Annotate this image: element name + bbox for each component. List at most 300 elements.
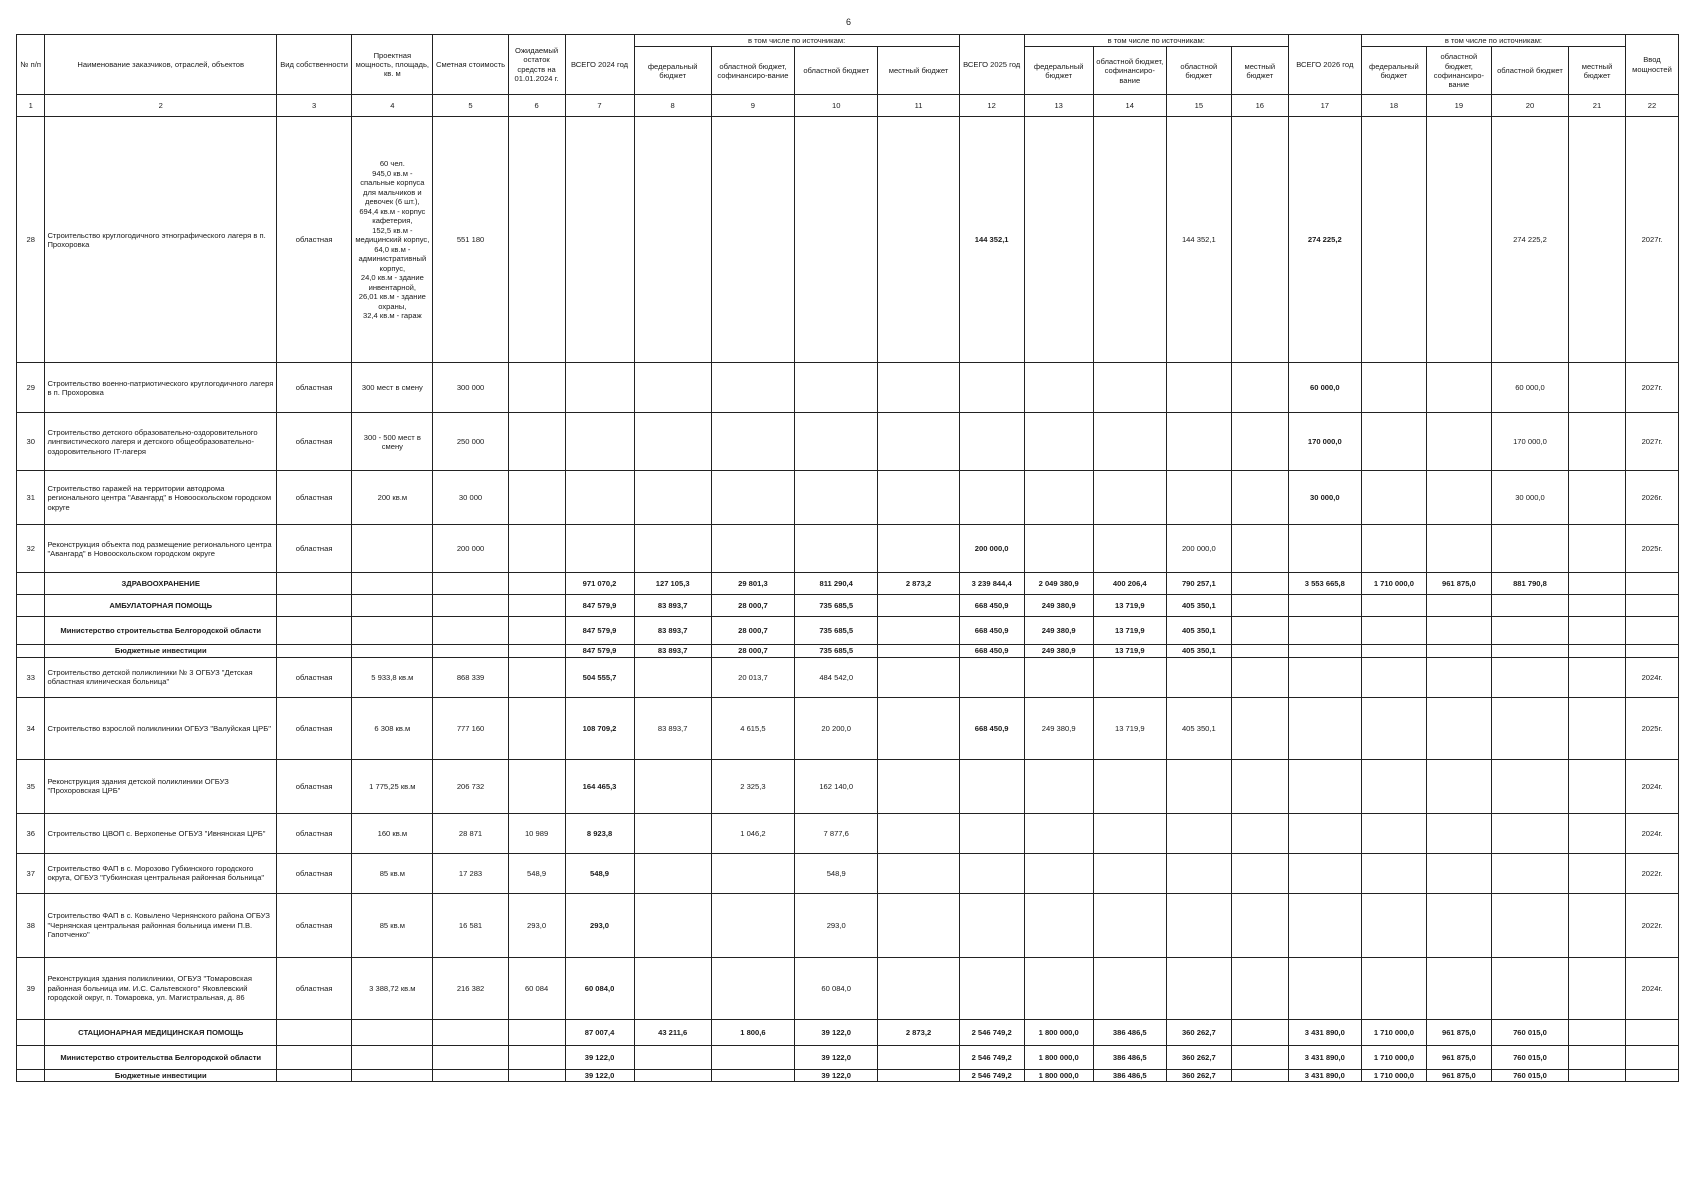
cell-f26 <box>1361 813 1426 853</box>
cell-r26 <box>1491 697 1568 759</box>
header-remaining: Ожидаемый остаток средств на 01.01.2024 г. <box>508 35 565 95</box>
column-number: 19 <box>1426 95 1491 117</box>
cell-t26 <box>1288 525 1361 573</box>
cell-co25 <box>1093 363 1166 413</box>
cell-co25 <box>1093 471 1166 525</box>
cell-f24 <box>634 657 711 697</box>
table-row <box>17 813 1679 853</box>
cell-co25: 13 719,9 <box>1093 697 1166 759</box>
cell-f25: 1 800 000,0 <box>1024 1045 1093 1069</box>
cell-f25 <box>1024 471 1093 525</box>
cell-rem <box>508 471 565 525</box>
cell-co24 <box>711 893 794 957</box>
cell-t26 <box>1288 595 1361 617</box>
cell-r26 <box>1491 893 1568 957</box>
cell-l24 <box>878 957 959 1019</box>
cell-n: 30 <box>17 413 45 471</box>
cell-cap <box>352 645 433 657</box>
cell-l24 <box>878 617 959 645</box>
cell-l25 <box>1231 957 1288 1019</box>
cell-n: 33 <box>17 657 45 697</box>
cell-est: 206 732 <box>433 759 508 813</box>
cell-f25: 249 380,9 <box>1024 645 1093 657</box>
cell-f24 <box>634 525 711 573</box>
section-row <box>17 617 1679 645</box>
cell-rem <box>508 1069 565 1081</box>
cell-t25 <box>959 759 1024 813</box>
cell-own: областная <box>277 525 352 573</box>
cell-t24: 164 465,3 <box>565 759 634 813</box>
cell-t25 <box>959 657 1024 697</box>
cell-name: АМБУЛАТОРНАЯ ПОМОЩЬ <box>45 595 277 617</box>
cell-r24 <box>795 413 878 471</box>
cell-l25 <box>1231 759 1288 813</box>
cell-r26: 760 015,0 <box>1491 1045 1568 1069</box>
cell-t26 <box>1288 957 1361 1019</box>
cell-rem: 10 989 <box>508 813 565 853</box>
table-row <box>17 413 1679 471</box>
cell-cap <box>352 1019 433 1045</box>
header-ownership: Вид собственности <box>277 35 352 95</box>
cell-rem <box>508 413 565 471</box>
cell-r25 <box>1166 957 1231 1019</box>
cell-cap: 6 308 кв.м <box>352 697 433 759</box>
cell-co26 <box>1426 957 1491 1019</box>
cell-own: областная <box>277 117 352 363</box>
table-row <box>17 657 1679 697</box>
cell-rem <box>508 697 565 759</box>
cell-l25 <box>1231 573 1288 595</box>
cell-l25 <box>1231 117 1288 363</box>
cell-co24 <box>711 1069 794 1081</box>
cell-l24 <box>878 759 959 813</box>
cell-co24: 28 000,7 <box>711 595 794 617</box>
cell-f25: 1 800 000,0 <box>1024 1019 1093 1045</box>
column-number: 12 <box>959 95 1024 117</box>
column-number: 20 <box>1491 95 1568 117</box>
cell-r26 <box>1491 853 1568 893</box>
table-row <box>17 893 1679 957</box>
cell-n: 38 <box>17 893 45 957</box>
cell-n <box>17 1019 45 1045</box>
cell-n: 36 <box>17 813 45 853</box>
cell-t24: 60 084,0 <box>565 957 634 1019</box>
column-number: 22 <box>1625 95 1678 117</box>
cell-own <box>277 645 352 657</box>
cell-t24: 108 709,2 <box>565 697 634 759</box>
cell-est <box>433 1045 508 1069</box>
cell-f25 <box>1024 413 1093 471</box>
cell-own: областная <box>277 893 352 957</box>
cell-t25 <box>959 957 1024 1019</box>
cell-name: Бюджетные инвестиции <box>45 1069 277 1081</box>
cell-co26 <box>1426 759 1491 813</box>
column-number: 14 <box>1093 95 1166 117</box>
table-row <box>17 471 1679 525</box>
cell-co25 <box>1093 813 1166 853</box>
cell-t24: 847 579,9 <box>565 645 634 657</box>
cell-t26 <box>1288 853 1361 893</box>
cell-t25: 200 000,0 <box>959 525 1024 573</box>
cell-co25 <box>1093 853 1166 893</box>
cell-f26 <box>1361 363 1426 413</box>
cell-f24: 83 893,7 <box>634 645 711 657</box>
cell-rem <box>508 657 565 697</box>
table-row <box>17 853 1679 893</box>
cell-co25 <box>1093 759 1166 813</box>
cell-r24: 7 877,6 <box>795 813 878 853</box>
header-regional-2025: областной бюджет <box>1166 47 1231 95</box>
cell-t25: 668 450,9 <box>959 697 1024 759</box>
cell-rem <box>508 117 565 363</box>
cell-f26: 1 710 000,0 <box>1361 573 1426 595</box>
cell-r24: 548,9 <box>795 853 878 893</box>
cell-co24 <box>711 853 794 893</box>
cell-l25 <box>1231 813 1288 853</box>
cell-t25 <box>959 893 1024 957</box>
cell-co25 <box>1093 413 1166 471</box>
cell-l24 <box>878 853 959 893</box>
cell-l25 <box>1231 1069 1288 1081</box>
table-row <box>17 117 1679 363</box>
header-sources-2024: в том числе по источникам: <box>634 35 959 47</box>
investment-table <box>16 34 1679 1082</box>
cell-est: 28 871 <box>433 813 508 853</box>
header-commission: Ввод мощностей <box>1625 35 1678 95</box>
cell-co24: 2 325,3 <box>711 759 794 813</box>
cell-own: областная <box>277 813 352 853</box>
cell-r24: 20 200,0 <box>795 697 878 759</box>
cell-co24: 4 615,5 <box>711 697 794 759</box>
cell-f26 <box>1361 853 1426 893</box>
cell-t26 <box>1288 645 1361 657</box>
cell-co26 <box>1426 413 1491 471</box>
cell-t25 <box>959 471 1024 525</box>
cell-own <box>277 1069 352 1081</box>
cell-r24 <box>795 363 878 413</box>
cell-l26 <box>1569 657 1626 697</box>
cell-t25: 2 546 749,2 <box>959 1045 1024 1069</box>
cell-f25: 1 800 000,0 <box>1024 1069 1093 1081</box>
cell-co26 <box>1426 595 1491 617</box>
cell-est: 777 160 <box>433 697 508 759</box>
cell-year: 2027г. <box>1625 413 1678 471</box>
cell-t24: 847 579,9 <box>565 595 634 617</box>
cell-own: областная <box>277 413 352 471</box>
cell-name: Строительство гаражей на территории автодрома регионального центра "Авангард" в Новооскольском городском округе <box>45 471 277 525</box>
cell-l24 <box>878 117 959 363</box>
cell-l25 <box>1231 363 1288 413</box>
column-number: 4 <box>352 95 433 117</box>
cell-r26 <box>1491 813 1568 853</box>
header-capacity: Проектная мощность, площадь, кв. м <box>352 35 433 95</box>
column-number: 7 <box>565 95 634 117</box>
cell-r25: 405 350,1 <box>1166 697 1231 759</box>
cell-co24: 1 800,6 <box>711 1019 794 1045</box>
cell-r25 <box>1166 853 1231 893</box>
header-cofin-2025: областной бюджет, софинансиро-вание <box>1093 47 1166 95</box>
column-number: 10 <box>795 95 878 117</box>
cell-r25 <box>1166 813 1231 853</box>
cell-l26 <box>1569 617 1626 645</box>
cell-r25 <box>1166 413 1231 471</box>
cell-t24: 293,0 <box>565 893 634 957</box>
cell-t25: 3 239 844,4 <box>959 573 1024 595</box>
cell-t26 <box>1288 759 1361 813</box>
cell-cap: 300 мест в смену <box>352 363 433 413</box>
cell-co24: 28 000,7 <box>711 617 794 645</box>
cell-f25: 2 049 380,9 <box>1024 573 1093 595</box>
cell-l24 <box>878 471 959 525</box>
cell-f24: 83 893,7 <box>634 697 711 759</box>
section-row <box>17 645 1679 657</box>
cell-f24 <box>634 117 711 363</box>
header-total-2026: ВСЕГО 2026 год <box>1288 35 1361 95</box>
cell-l24 <box>878 363 959 413</box>
cell-cap: 60 чел. 945,0 кв.м - спальные корпуса для мальчиков и девочек (6 шт.), 694,4 кв.м - корпус кафетерия, 152,5 кв.м - медицинский корпус, 64,0 кв.м - административный корпус, 24,0 кв.м - здание инвентарной, 26,01 кв.м - здание охраны, 32,4 кв.м - гараж <box>352 117 433 363</box>
cell-name: Строительство ЦВОП с. Верхопенье ОГБУЗ "Ивнянская ЦРБ" <box>45 813 277 853</box>
cell-r25 <box>1166 471 1231 525</box>
cell-co26 <box>1426 893 1491 957</box>
cell-t24 <box>565 117 634 363</box>
cell-r25 <box>1166 657 1231 697</box>
cell-co25 <box>1093 657 1166 697</box>
cell-n: 32 <box>17 525 45 573</box>
cell-year <box>1625 1019 1678 1045</box>
cell-t24: 39 122,0 <box>565 1045 634 1069</box>
column-number: 11 <box>878 95 959 117</box>
cell-t24 <box>565 413 634 471</box>
cell-l26 <box>1569 471 1626 525</box>
cell-f25: 249 380,9 <box>1024 697 1093 759</box>
cell-f25 <box>1024 117 1093 363</box>
cell-co26 <box>1426 117 1491 363</box>
cell-n <box>17 573 45 595</box>
cell-f26 <box>1361 645 1426 657</box>
cell-r24: 39 122,0 <box>795 1019 878 1045</box>
cell-co25: 400 206,4 <box>1093 573 1166 595</box>
cell-co24: 28 000,7 <box>711 645 794 657</box>
cell-own: областная <box>277 657 352 697</box>
table-body <box>17 117 1679 1082</box>
cell-co26 <box>1426 617 1491 645</box>
cell-r24: 293,0 <box>795 893 878 957</box>
cell-r24 <box>795 525 878 573</box>
cell-co26: 961 875,0 <box>1426 1069 1491 1081</box>
cell-co24 <box>711 1045 794 1069</box>
cell-r25: 144 352,1 <box>1166 117 1231 363</box>
cell-l25 <box>1231 525 1288 573</box>
cell-t25 <box>959 363 1024 413</box>
cell-rem <box>508 1019 565 1045</box>
cell-l24 <box>878 893 959 957</box>
cell-f24 <box>634 853 711 893</box>
cell-r26 <box>1491 657 1568 697</box>
cell-f26 <box>1361 893 1426 957</box>
cell-cap <box>352 617 433 645</box>
cell-t24: 971 070,2 <box>565 573 634 595</box>
cell-co24 <box>711 117 794 363</box>
cell-year: 2026г. <box>1625 471 1678 525</box>
header-name: Наименование заказчиков, отраслей, объектов <box>45 35 277 95</box>
cell-name: Реконструкция здания поликлиники, ОГБУЗ "Томаровская районная больница им. И.С. Сальтевского" Яковлевский городской округ, п. Томаровка, ул. Магистральная, д. 86 <box>45 957 277 1019</box>
header-regional-2026: областной бюджет <box>1491 47 1568 95</box>
column-number: 21 <box>1569 95 1626 117</box>
cell-r26: 170 000,0 <box>1491 413 1568 471</box>
cell-co26: 961 875,0 <box>1426 1045 1491 1069</box>
cell-t26: 3 553 665,8 <box>1288 573 1361 595</box>
cell-name: Строительство военно-патриотического круглогодичного лагеря в п. Прохоровка <box>45 363 277 413</box>
cell-year <box>1625 617 1678 645</box>
cell-f24 <box>634 413 711 471</box>
cell-co24 <box>711 363 794 413</box>
header-total-2025: ВСЕГО 2025 год <box>959 35 1024 95</box>
cell-r26 <box>1491 595 1568 617</box>
cell-year: 2024г. <box>1625 657 1678 697</box>
cell-own <box>277 1045 352 1069</box>
cell-co26: 961 875,0 <box>1426 1019 1491 1045</box>
cell-rem <box>508 573 565 595</box>
cell-r24 <box>795 471 878 525</box>
cell-rem: 548,9 <box>508 853 565 893</box>
cell-t26: 274 225,2 <box>1288 117 1361 363</box>
header-no: № п/п <box>17 35 45 95</box>
cell-l25 <box>1231 893 1288 957</box>
cell-t24: 504 555,7 <box>565 657 634 697</box>
cell-l26 <box>1569 645 1626 657</box>
cell-f24 <box>634 957 711 1019</box>
cell-r24: 484 542,0 <box>795 657 878 697</box>
cell-r24: 735 685,5 <box>795 617 878 645</box>
cell-est <box>433 573 508 595</box>
cell-l25 <box>1231 645 1288 657</box>
section-row <box>17 1069 1679 1081</box>
cell-name: Бюджетные инвестиции <box>45 645 277 657</box>
cell-est: 300 000 <box>433 363 508 413</box>
cell-rem <box>508 363 565 413</box>
cell-l25 <box>1231 657 1288 697</box>
cell-r25: 200 000,0 <box>1166 525 1231 573</box>
cell-f26: 1 710 000,0 <box>1361 1045 1426 1069</box>
cell-rem <box>508 525 565 573</box>
cell-name: Министерство строительства Белгородской области <box>45 1045 277 1069</box>
header-estimate: Сметная стоимость <box>433 35 508 95</box>
column-numbers-row <box>17 95 1679 117</box>
cell-f25 <box>1024 853 1093 893</box>
cell-est <box>433 595 508 617</box>
cell-rem <box>508 759 565 813</box>
cell-r26: 274 225,2 <box>1491 117 1568 363</box>
header-total-2024: ВСЕГО 2024 год <box>565 35 634 95</box>
cell-own: областная <box>277 363 352 413</box>
cell-t24: 847 579,9 <box>565 617 634 645</box>
header-sources-2026: в том числе по источникам: <box>1361 35 1625 47</box>
cell-t25: 668 450,9 <box>959 645 1024 657</box>
table-row <box>17 697 1679 759</box>
cell-n: 39 <box>17 957 45 1019</box>
cell-year: 2025г. <box>1625 697 1678 759</box>
cell-year <box>1625 1045 1678 1069</box>
cell-f26 <box>1361 413 1426 471</box>
cell-r25 <box>1166 363 1231 413</box>
cell-co24 <box>711 471 794 525</box>
cell-co25 <box>1093 893 1166 957</box>
cell-t25 <box>959 813 1024 853</box>
cell-f26 <box>1361 617 1426 645</box>
cell-r26 <box>1491 645 1568 657</box>
cell-est: 30 000 <box>433 471 508 525</box>
cell-l25 <box>1231 617 1288 645</box>
cell-name: Строительство детской поликлиники № 3 ОГБУЗ "Детская областная клиническая больница" <box>45 657 277 697</box>
cell-co24 <box>711 957 794 1019</box>
cell-f26: 1 710 000,0 <box>1361 1019 1426 1045</box>
cell-name: Строительство детского образовательно-оздоровительного лингвистического лагеря и детского общеобразовательно-оздоровительного IT-лагеря <box>45 413 277 471</box>
cell-r25: 360 262,7 <box>1166 1045 1231 1069</box>
cell-co26 <box>1426 657 1491 697</box>
cell-cap: 85 кв.м <box>352 853 433 893</box>
cell-t26: 60 000,0 <box>1288 363 1361 413</box>
cell-co24 <box>711 413 794 471</box>
cell-r25: 790 257,1 <box>1166 573 1231 595</box>
cell-l25 <box>1231 413 1288 471</box>
cell-n <box>17 1069 45 1081</box>
cell-t24: 87 007,4 <box>565 1019 634 1045</box>
cell-own: областная <box>277 471 352 525</box>
cell-l26 <box>1569 1045 1626 1069</box>
header-sources-2025: в том числе по источникам: <box>1024 35 1288 47</box>
cell-f24 <box>634 1069 711 1081</box>
section-row <box>17 1019 1679 1045</box>
cell-r26 <box>1491 525 1568 573</box>
cell-t25: 144 352,1 <box>959 117 1024 363</box>
cell-f26 <box>1361 657 1426 697</box>
cell-f26 <box>1361 595 1426 617</box>
cell-year <box>1625 595 1678 617</box>
cell-est <box>433 617 508 645</box>
cell-t26 <box>1288 697 1361 759</box>
cell-t26: 170 000,0 <box>1288 413 1361 471</box>
cell-r24: 60 084,0 <box>795 957 878 1019</box>
cell-l25 <box>1231 1045 1288 1069</box>
cell-r25: 405 350,1 <box>1166 645 1231 657</box>
cell-est <box>433 1019 508 1045</box>
cell-f26 <box>1361 697 1426 759</box>
cell-r26: 30 000,0 <box>1491 471 1568 525</box>
cell-l25 <box>1231 853 1288 893</box>
cell-co26 <box>1426 471 1491 525</box>
section-row <box>17 1045 1679 1069</box>
cell-l24 <box>878 697 959 759</box>
cell-own: областная <box>277 853 352 893</box>
cell-year: 2027г. <box>1625 117 1678 363</box>
section-row <box>17 595 1679 617</box>
cell-l24: 2 873,2 <box>878 573 959 595</box>
cell-co26 <box>1426 525 1491 573</box>
column-number: 3 <box>277 95 352 117</box>
cell-r26: 881 790,8 <box>1491 573 1568 595</box>
cell-f24 <box>634 363 711 413</box>
column-number: 13 <box>1024 95 1093 117</box>
cell-t24: 39 122,0 <box>565 1069 634 1081</box>
cell-l26 <box>1569 893 1626 957</box>
cell-est: 216 382 <box>433 957 508 1019</box>
cell-f24 <box>634 471 711 525</box>
cell-r24 <box>795 117 878 363</box>
cell-f24: 83 893,7 <box>634 617 711 645</box>
cell-est <box>433 1069 508 1081</box>
cell-l24 <box>878 657 959 697</box>
cell-name: Строительство ФАП в с. Морозово Губкинского городского округа, ОГБУЗ "Губкинская центральная районная больница" <box>45 853 277 893</box>
